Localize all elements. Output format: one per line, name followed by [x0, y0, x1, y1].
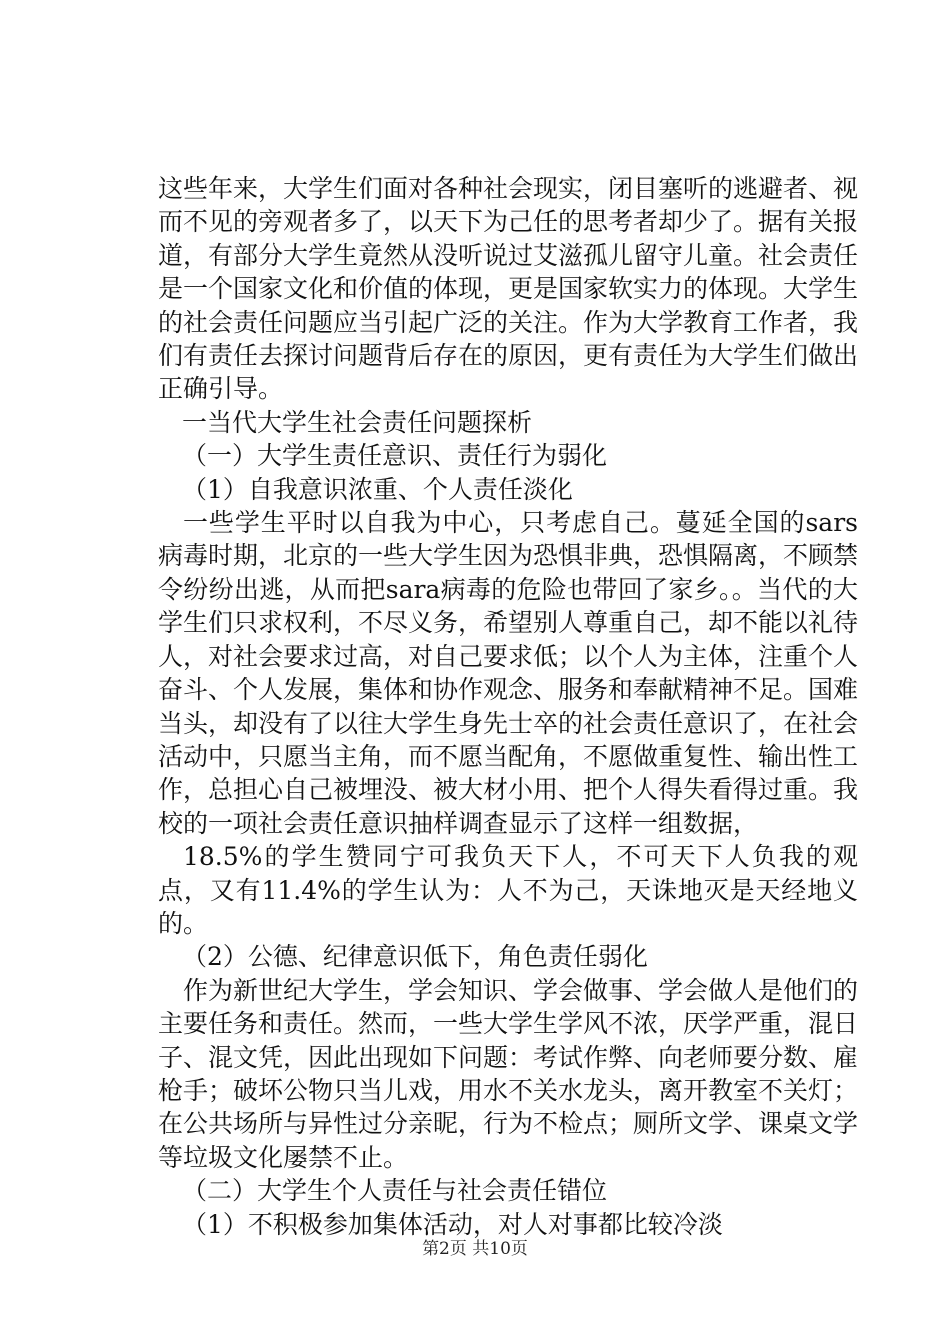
- paragraph-survey-data: 18.5%的学生赞同宁可我负天下人，不可天下人负我的观点，又有11.4%的学生认为：人不为己，天诛地灭是天经地义的。: [158, 842, 858, 938]
- document-body: [158, 172, 858, 1241]
- paragraph-self-awareness: 一些学生平时以自我为中心，只考虑自己。蔓延全国的sars病毒时期，北京的一些大学生因为恐惧非典，恐惧隔离，不顾禁令纷纷出逃，从而把sara病毒的危险也带回了家乡。。当代的大学生们只求权利，不尽义务，希望别人尊重自己，却不能以礼待人，对社会要求过高，对自己要求低；以个人为主体，注重个人奋斗、个人发展，集体和协作观念、服务和奉献精神不足。国难当头，却没有了以往大学生身先士卒的社会责任意识了，在社会活动中，只愿当主角，而不愿当配角，不愿做重复性、输出性工作，总担心自己被埋没、被大材小用、把个人得失看得过重。我校的一项社会责任意识抽样调查显示了这样一组数据，: [158, 508, 859, 838]
- subsection-heading-2-1: （1）不积极参加集体活动，对人对事都比较冷淡: [182, 1209, 723, 1239]
- subsection-heading-1: （一）大学生责任意识、责任行为弱化: [182, 441, 608, 471]
- paragraph-morality: 作为新世纪大学生，学会知识、学会做事、学会做人是他们的主要任务和责任。然而，一些大学生学风不浓，厌学严重，混日子、混文凭，因此出现如下问题：考试作弊、向老师要分数、雇枪手；破坏公物只当儿戏，用水不关水龙头，离开教室不关灯；在公共场所与异性过分亲昵，行为不检点；厕所文学、课桌文学等垃圾文化屡禁不止。: [158, 975, 859, 1172]
- subsection-heading-1-1: （1）自我意识浓重、个人责任淡化: [182, 474, 573, 504]
- paragraph-intro: 这些年来，大学生们面对各种社会现实，闭目塞听的逃避者、视而不见的旁观者多了，以天下为己任的思考者却少了。据有关报道，有部分大学生竟然从没听说过艾滋孤儿留守儿童。社会责任是一个国家文化和价值的体现，更是国家软实力的体现。大学生的社会责任问题应当引起广泛的关注。作为大学教育工作者，我们有责任去探讨问题背后存在的原因，更有责任为大学生们做出正确引导。: [158, 174, 859, 404]
- page-number-footer: 第2页 共10页: [422, 1239, 528, 1259]
- subsection-heading-1-2: （2）公德、纪律意识低下，角色责任弱化: [182, 942, 648, 972]
- subsection-heading-2: （二）大学生个人责任与社会责任错位: [182, 1176, 608, 1206]
- section-heading-1: 一当代大学生社会责任问题探析: [182, 407, 533, 437]
